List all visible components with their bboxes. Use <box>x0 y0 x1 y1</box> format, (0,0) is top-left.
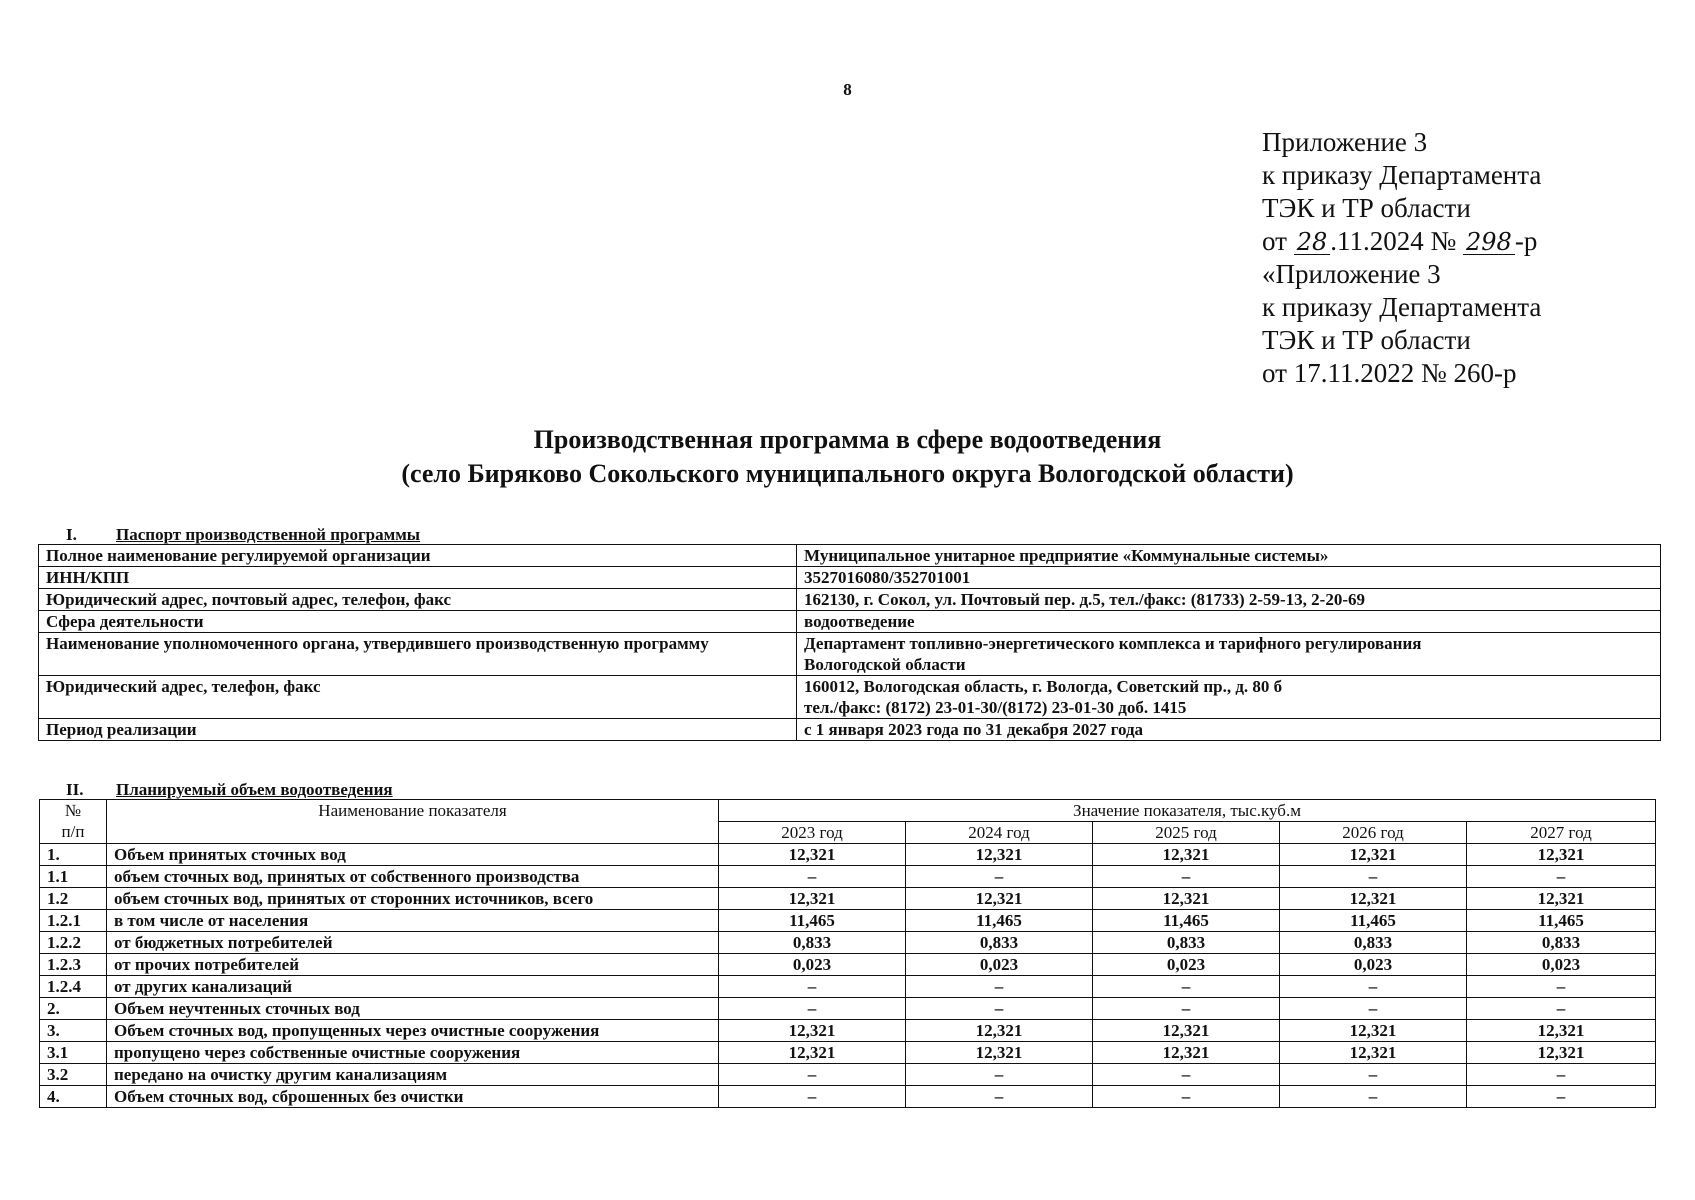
row-value <box>1280 844 1467 866</box>
row-value <box>906 844 1093 866</box>
row-value-text: – <box>1556 1065 1566 1084</box>
volume-row <box>40 998 1656 1020</box>
appendix-date-line <box>1262 225 1541 258</box>
passport-label: Наименование уполномоченного органа, утвердившего производственную программу <box>39 633 797 676</box>
row-value <box>719 1020 906 1042</box>
row-value <box>1280 866 1467 888</box>
row-number: 2. <box>40 998 107 1020</box>
passport-value-line: Вологодской области <box>804 655 966 674</box>
appendix-date-mid: .11.2024 № <box>1330 226 1464 256</box>
row-value-text: – <box>1181 867 1191 886</box>
row-value <box>719 910 906 932</box>
row-value-text: – <box>807 977 817 996</box>
row-value-text: – <box>1368 1065 1378 1084</box>
row-value <box>719 954 906 976</box>
row-value-text: 12,321 <box>1349 1021 1397 1040</box>
row-value <box>906 1064 1093 1086</box>
row-value <box>1467 976 1656 998</box>
row-name: Объем сточных вод, сброшенных без очистки <box>107 1086 719 1108</box>
row-value <box>906 910 1093 932</box>
header-name: Наименование показателя <box>107 800 719 844</box>
appendix-line: к приказу Департамента <box>1262 292 1542 322</box>
appendix-line: «Приложение 3 <box>1262 259 1441 289</box>
title-line-1: Производственная программа в сфере водоотведения <box>533 425 1162 454</box>
volume-row <box>40 1064 1656 1086</box>
section-number: I. <box>66 525 77 544</box>
row-value-text: 11,465 <box>976 911 1022 930</box>
row-number: 1.2.1 <box>40 910 107 932</box>
row-value-text: 0,833 <box>792 933 832 952</box>
row-value-text: 11,465 <box>789 911 835 930</box>
row-value <box>719 1086 906 1108</box>
row-value-text: 0,023 <box>1353 955 1393 974</box>
appendix-block <box>1262 126 1541 390</box>
appendix-date-prefix: от <box>1262 226 1294 256</box>
handwritten-day: 28 <box>1294 230 1331 255</box>
row-value <box>1093 932 1280 954</box>
row-value <box>719 866 906 888</box>
row-name: от прочих потребителей <box>107 954 719 976</box>
row-value <box>1093 998 1280 1020</box>
header-year: 2027 год <box>1467 822 1656 844</box>
header-year: 2026 год <box>1280 822 1467 844</box>
row-value-text: 12,321 <box>1349 889 1397 908</box>
header-year: 2023 год <box>719 822 906 844</box>
row-value <box>1280 1064 1467 1086</box>
row-number: 4. <box>40 1086 107 1108</box>
row-value-text: 0,833 <box>979 933 1019 952</box>
header-year: 2024 год <box>906 822 1093 844</box>
row-value <box>1467 1086 1656 1108</box>
passport-value-line: тел./факс: (8172) 23-01-30/(8172) 23-01-30 доб. 1415 <box>804 698 1187 717</box>
row-number: 1.1 <box>40 866 107 888</box>
row-value <box>906 932 1093 954</box>
passport-value-line: Департамент топливно-энергетического комплекса и тарифного регулирования <box>804 634 1422 653</box>
row-value-text: – <box>1368 867 1378 886</box>
row-value-text: 12,321 <box>1349 845 1397 864</box>
row-value-text: – <box>994 999 1004 1018</box>
row-value <box>906 976 1093 998</box>
passport-row <box>39 676 1661 719</box>
row-value <box>1093 1064 1280 1086</box>
row-value-text: – <box>994 1065 1004 1084</box>
header-year: 2025 год <box>1093 822 1280 844</box>
row-value <box>1467 888 1656 910</box>
passport-value <box>797 589 1661 611</box>
passport-value <box>797 633 1661 676</box>
row-value <box>1093 976 1280 998</box>
row-value <box>1093 1042 1280 1064</box>
appendix-line: от 17.11.2022 № 260-р <box>1262 358 1517 388</box>
row-value-text: 12,321 <box>1162 845 1210 864</box>
appendix-date-suffix: -р <box>1514 226 1538 256</box>
passport-value <box>797 545 1661 567</box>
row-value-text: 0,023 <box>979 955 1019 974</box>
row-value <box>1467 1064 1656 1086</box>
row-value-text: 12,321 <box>788 889 836 908</box>
row-value-text: – <box>994 977 1004 996</box>
row-value-text: 11,465 <box>1163 911 1209 930</box>
volume-row <box>40 1042 1656 1064</box>
passport-row <box>39 633 1661 676</box>
row-number: 3.2 <box>40 1064 107 1086</box>
section-title: Паспорт производственной программы <box>116 525 421 544</box>
row-value-text: – <box>1181 1065 1191 1084</box>
row-value-text: 12,321 <box>1162 1043 1210 1062</box>
row-number: 1.2.4 <box>40 976 107 998</box>
row-value-text: – <box>994 1087 1004 1106</box>
row-number: 1.2.3 <box>40 954 107 976</box>
passport-value-line: 3527016080/352701001 <box>804 568 971 587</box>
volume-row <box>40 844 1656 866</box>
row-value <box>1280 910 1467 932</box>
row-value <box>1467 910 1656 932</box>
row-name: Объем неучтенных сточных вод <box>107 998 719 1020</box>
row-value-text: 0,833 <box>1541 933 1581 952</box>
row-value <box>1280 998 1467 1020</box>
row-value <box>1093 1086 1280 1108</box>
row-value-text: – <box>1368 1087 1378 1106</box>
appendix-line: Приложение 3 <box>1262 127 1428 157</box>
row-value <box>1093 1020 1280 1042</box>
header-num: № п/п <box>40 800 107 844</box>
passport-value-line: водоотведение <box>804 612 915 631</box>
volume-row <box>40 866 1656 888</box>
row-value <box>1280 1086 1467 1108</box>
row-value-text: – <box>1556 1087 1566 1106</box>
passport-label: Период реализации <box>39 719 797 741</box>
row-value <box>1280 954 1467 976</box>
row-value <box>1467 1020 1656 1042</box>
row-value <box>906 1020 1093 1042</box>
volume-section-heading <box>66 780 393 800</box>
row-value-text: 0,023 <box>792 955 832 974</box>
passport-value <box>797 676 1661 719</box>
row-value-text: – <box>807 1087 817 1106</box>
volume-row <box>40 954 1656 976</box>
row-name: Объем сточных вод, пропущенных через очистные сооружения <box>107 1020 719 1042</box>
row-value <box>1467 998 1656 1020</box>
row-value-text: 11,465 <box>1350 911 1396 930</box>
row-name: в том числе от населения <box>107 910 719 932</box>
row-value <box>1467 1042 1656 1064</box>
row-value-text: 12,321 <box>1537 1043 1585 1062</box>
header-values-group: Значение показателя, тыс.куб.м <box>719 800 1656 822</box>
row-value-text: 12,321 <box>788 845 836 864</box>
row-value <box>906 888 1093 910</box>
row-value <box>1093 910 1280 932</box>
passport-section-heading <box>66 525 420 545</box>
row-value <box>1467 954 1656 976</box>
row-number: 1. <box>40 844 107 866</box>
passport-row <box>39 611 1661 633</box>
row-value <box>1280 976 1467 998</box>
row-value <box>1467 866 1656 888</box>
passport-row <box>39 719 1661 741</box>
row-value <box>1280 932 1467 954</box>
row-value <box>1280 1020 1467 1042</box>
row-value-text: – <box>1556 867 1566 886</box>
row-value <box>719 1042 906 1064</box>
row-value-text: 12,321 <box>975 889 1023 908</box>
row-value-text: – <box>1181 977 1191 996</box>
row-name: от других канализаций <box>107 976 719 998</box>
row-value-text: – <box>1556 999 1566 1018</box>
page-number: 8 <box>843 80 852 99</box>
appendix-line: ТЭК и ТР области <box>1262 193 1471 223</box>
row-value-text: – <box>1181 1087 1191 1106</box>
row-name: пропущено через собственные очистные сооружения <box>107 1042 719 1064</box>
passport-value-line: с 1 января 2023 года по 31 декабря 2027 года <box>804 720 1144 739</box>
row-value-text: – <box>994 867 1004 886</box>
volume-table <box>39 799 1656 1108</box>
volume-row <box>40 1086 1656 1108</box>
row-value <box>906 954 1093 976</box>
volume-row <box>40 1020 1656 1042</box>
section-title: Планируемый объем водоотведения <box>116 780 393 799</box>
row-value <box>719 932 906 954</box>
row-value <box>1093 844 1280 866</box>
passport-value <box>797 567 1661 589</box>
passport-row <box>39 545 1661 567</box>
row-value <box>906 1086 1093 1108</box>
row-value-text: – <box>807 867 817 886</box>
row-value-text: 12,321 <box>975 1021 1023 1040</box>
passport-label: ИНН/КПП <box>39 567 797 589</box>
row-value <box>719 998 906 1020</box>
row-value <box>906 998 1093 1020</box>
row-value <box>1467 844 1656 866</box>
passport-value <box>797 611 1661 633</box>
row-value-text: 12,321 <box>975 1043 1023 1062</box>
volume-row <box>40 910 1656 932</box>
passport-table <box>38 544 1661 741</box>
row-value <box>906 1042 1093 1064</box>
row-value-text: 12,321 <box>1537 1021 1585 1040</box>
passport-value-line: 160012, Вологодская область, г. Вологда, Советский пр., д. 80 б <box>804 677 1283 696</box>
passport-value-line: Муниципальное унитарное предприятие «Коммунальные системы» <box>804 546 1329 565</box>
row-value <box>1280 888 1467 910</box>
row-value <box>719 888 906 910</box>
row-value-text: 12,321 <box>788 1043 836 1062</box>
volume-row <box>40 976 1656 998</box>
passport-value <box>797 719 1661 741</box>
row-value-text: 12,321 <box>1537 845 1585 864</box>
volume-row <box>40 932 1656 954</box>
passport-row <box>39 589 1661 611</box>
row-value <box>719 1064 906 1086</box>
row-value <box>1467 932 1656 954</box>
row-value <box>719 976 906 998</box>
row-value-text: – <box>1181 999 1191 1018</box>
row-value <box>1093 866 1280 888</box>
appendix-line: ТЭК и ТР области <box>1262 325 1471 355</box>
passport-label: Юридический адрес, почтовый адрес, телефон, факс <box>39 589 797 611</box>
row-number: 3.1 <box>40 1042 107 1064</box>
row-value <box>719 844 906 866</box>
row-value-text: 12,321 <box>1162 1021 1210 1040</box>
row-value <box>1093 954 1280 976</box>
row-value-text: – <box>1556 977 1566 996</box>
row-name: Объем принятых сточных вод <box>107 844 719 866</box>
row-value <box>906 866 1093 888</box>
row-value-text: 12,321 <box>1349 1043 1397 1062</box>
section-number: II. <box>66 780 84 799</box>
row-value-text: 12,321 <box>788 1021 836 1040</box>
passport-row <box>39 567 1661 589</box>
row-name: объем сточных вод, принятых от сторонних источников, всего <box>107 888 719 910</box>
document-title <box>0 423 1695 491</box>
row-number: 1.2.2 <box>40 932 107 954</box>
row-value <box>1093 888 1280 910</box>
handwritten-number: 298 <box>1463 230 1515 255</box>
row-value-text: 12,321 <box>1162 889 1210 908</box>
row-value-text: – <box>1368 977 1378 996</box>
title-line-2: (село Биряково Сокольского муниципального округа Вологодской области) <box>401 459 1294 488</box>
passport-label: Сфера деятельности <box>39 611 797 633</box>
passport-label: Полное наименование регулируемой организации <box>39 545 797 567</box>
row-number: 3. <box>40 1020 107 1042</box>
passport-value-line: 162130, г. Сокол, ул. Почтовый пер. д.5, тел./факс: (81733) 2-59-13, 2-20-69 <box>804 590 1366 609</box>
row-value <box>1280 1042 1467 1064</box>
row-name: передано на очистку другим канализациям <box>107 1064 719 1086</box>
volume-row <box>40 888 1656 910</box>
row-number: 1.2 <box>40 888 107 910</box>
row-value-text: – <box>807 999 817 1018</box>
row-value-text: 12,321 <box>1537 889 1585 908</box>
row-value-text: – <box>807 1065 817 1084</box>
row-value-text: – <box>1368 999 1378 1018</box>
row-value-text: 0,833 <box>1353 933 1393 952</box>
row-name: объем сточных вод, принятых от собственного производства <box>107 866 719 888</box>
row-value-text: 11,465 <box>1538 911 1584 930</box>
row-name: от бюджетных потребителей <box>107 932 719 954</box>
row-value-text: 0,023 <box>1166 955 1206 974</box>
appendix-line: к приказу Департамента <box>1262 160 1542 190</box>
row-value-text: 0,023 <box>1541 955 1581 974</box>
row-value-text: 12,321 <box>975 845 1023 864</box>
row-value-text: 0,833 <box>1166 933 1206 952</box>
passport-label: Юридический адрес, телефон, факс <box>39 676 797 719</box>
